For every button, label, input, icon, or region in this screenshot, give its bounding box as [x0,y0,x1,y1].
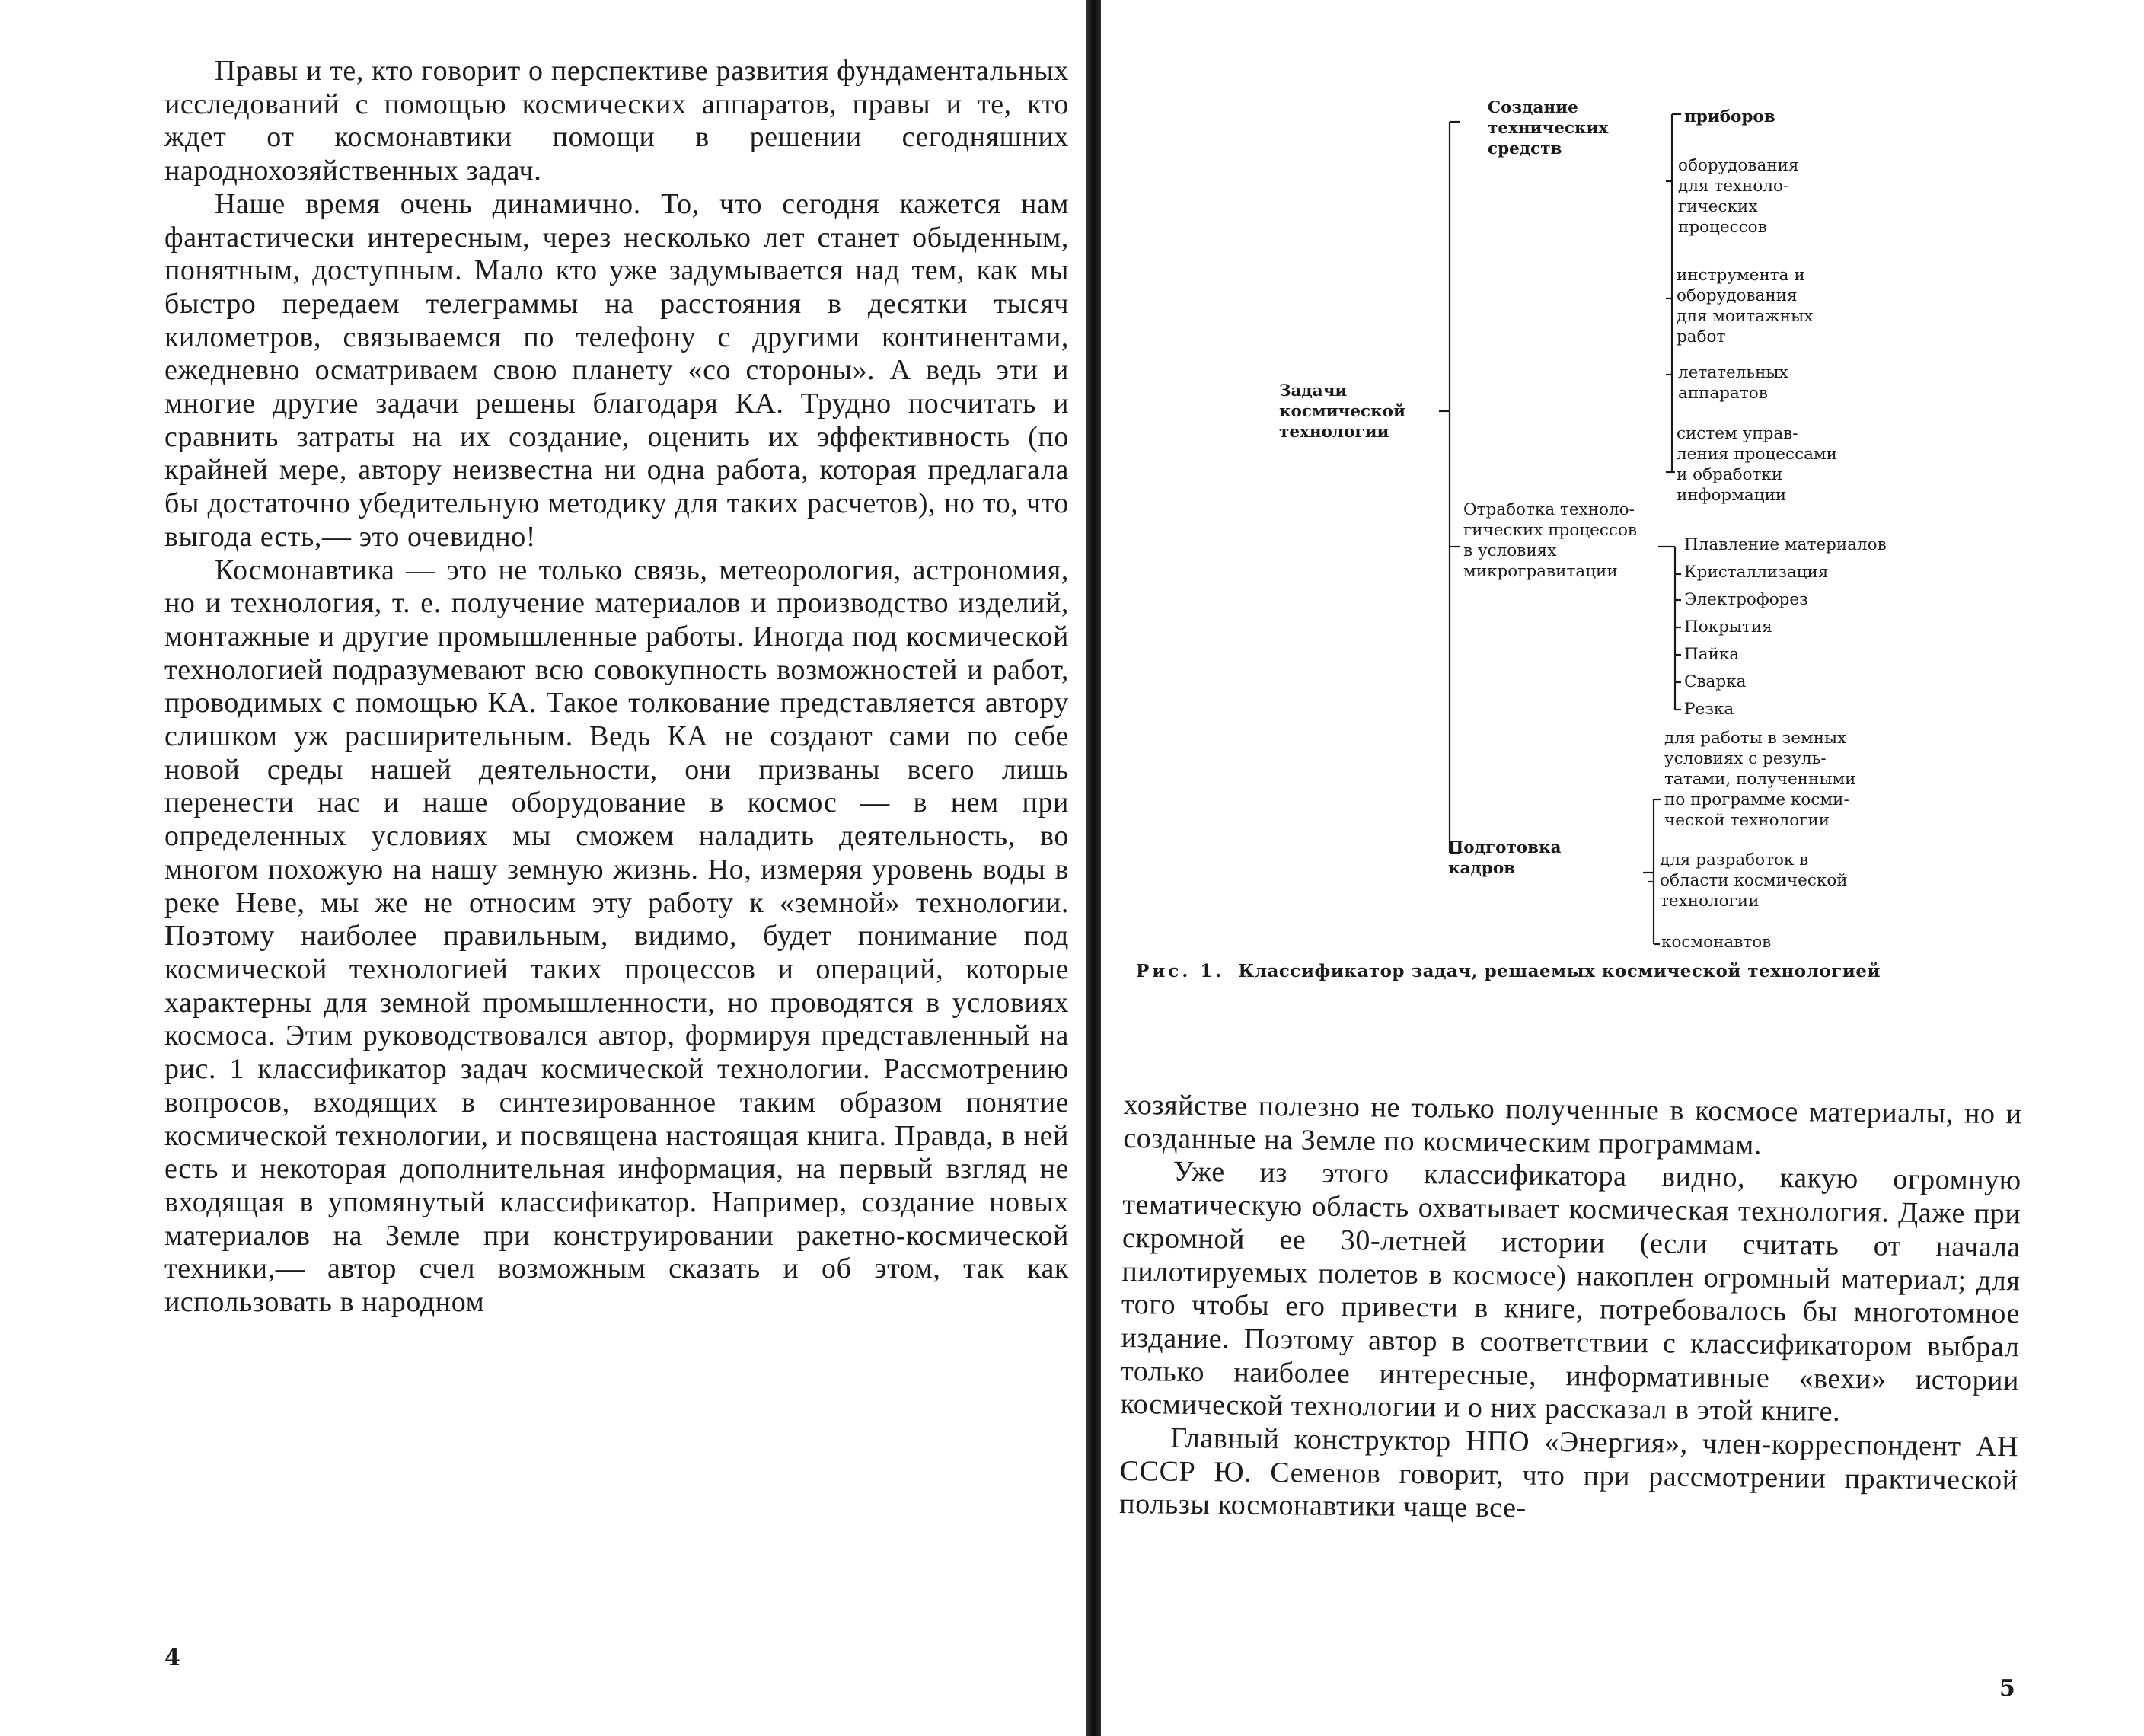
figure-caption [1136,961,1973,981]
figure-caption-text: Классификатор задач, решаемых космической технологией [1238,961,1881,981]
paragraph: Уже из этого классификатора видно, какую огромную тематическую область охватывает космическая технология. Даже при скромной ее 30-летней истории (если считать от начала пилотируемых полетов в космосе) накоплен огромный материал; для того чтобы его привести в книге, потребовалось бы многотомное издание. Поэтому автор в соответствии с классификатором выбрал только наиболее интересные, информативные «вехи» истории космической технологии и о них рассказал в этой книге. [1120,1156,2022,1428]
diagram-leaf-label: систем управ- ления процессами и обработки информации [1677,424,1837,505]
paragraph: Главный конструктор НПО «Энергия», член-корреспондент АН СССР Ю. Семенов говорит, что при рассмотрении практической пользы космонавтики чаще все- [1119,1422,2019,1525]
page-number: 4 [164,1645,180,1671]
diagram-leaf-label: Плавление материалов [1684,535,1887,554]
diagram-root-label: Задачи космической технологии [1279,381,1405,442]
diagram-leaf-label: Кристаллизация [1684,563,1829,582]
diagram-branch-label: Отработка техноло- гических процессов в условиях микрогравитации [1463,500,1638,581]
diagram-branch-label: Подготовка кадров [1448,838,1562,878]
diagram-leaf-label: для разработок в области космической технологии [1660,850,1848,911]
diagram-leaf-label: для работы в земных условиях с резуль- татами, полученными по программе косми- ческой технологии [1664,729,1856,830]
diagram-leaf-label: оборудования для техноло- гических процессов [1678,156,1799,237]
figure-number: Рис. 1. [1136,961,1225,981]
paragraph: Космонавтика — это не только связь, метеорология, астрономия, но и технология, т. е. получение материалов и производство изделий, монтажные и другие промышленные работы. Иногда под космической технологией подразумевают всю совокупность возможностей и работ, проводимых с помощью КА. Такое толкование представляется автору слишком уж расширительным. Ведь КА не создают сами по себе новой среды нашей деятельности, они призваны всего лишь перенести нас и наше оборудование в космос — в нем при определенных условиях мы сможем наладить деятельность, во многом похожую на нашу земную жизнь. Но, измеряя уровень воды в реке Неве, мы же не относим эту работу к «земной» технологии. Поэтому наиболее правильным, видимо, будет понимание под космической технологией таких процессов и операций, которые характерны для земной промышленности, но проводятся в условиях космоса. Этим руководствовался автор, формируя представленный на рис. 1 классификатор задач космической технологии. Рассмотрению вопросов, входящих в синтезированное таким образом понятие космической технологии, и посвящена настоящая книга. Правда, в ней есть и некоторая дополнительная информация, на первый взгляд не входящая в упомянутый классификатор. Например, создание новых материалов на Земле при конструировании ракетно-космической техники,— автор счел возможным сказать и об этом, так как использовать в народном [164,554,1069,1319]
diagram-leaf-label: инструмента и оборудования для моитажных работ [1677,266,1814,346]
right-page-text [1119,1089,2022,1530]
paragraph: Правы и те, кто говорит о перспективе развития фундаментальных исследований с помощью космических аппаратов, правы и те, кто ждет от космонавтики помощи в решении сегодняшних народнохозяйственных задач. [164,55,1069,187]
diagram-leaf-label: Резка [1684,700,1734,719]
page-number: 5 [1999,1675,2015,1702]
diagram-leaf-label: приборов [1684,107,1776,126]
left-page-text [164,55,1069,1320]
diagram-leaf-label: Покрытия [1684,617,1772,637]
book-spine [1086,0,1101,1736]
diagram-branch-label: Создание технических средств [1488,98,1609,158]
diagram-leaf-label: Пайка [1684,645,1740,664]
diagram-leaf-label: космонавтов [1661,933,1772,952]
diagram-leaf-label: летательных аппаратов [1678,363,1788,403]
diagram-leaf-label: Электрофорез [1684,590,1808,609]
diagram-leaf-label: Сварка [1684,672,1747,691]
paragraph: Наше время очень динамично. То, что сегодня кажется нам фантастически интересным, через несколько лет станет обыденным, понятным, доступным. Мало кто уже задумывается над тем, как мы быстро передаем телеграммы на расстояния в десятки тысяч километров, связываемся по телефону с другими континентами, ежедневно осматриваем свою планету «со стороны». А ведь эти и многие другие задачи решены благодаря КА. Трудно посчитать и сравнить затраты на их создание, оценить их эффективность (по крайней мере, автору неизвестна ни одна работа, которая предлагала бы достаточно убедительную методику для таких расчетов), но то, что выгода есть,— это очевидно! [164,187,1069,553]
classifier-diagram [1279,91,1934,967]
paragraph: хозяйстве полезно не только полученные в космосе материалы, но и созданные на Земле по космическим программам. [1123,1089,2022,1161]
